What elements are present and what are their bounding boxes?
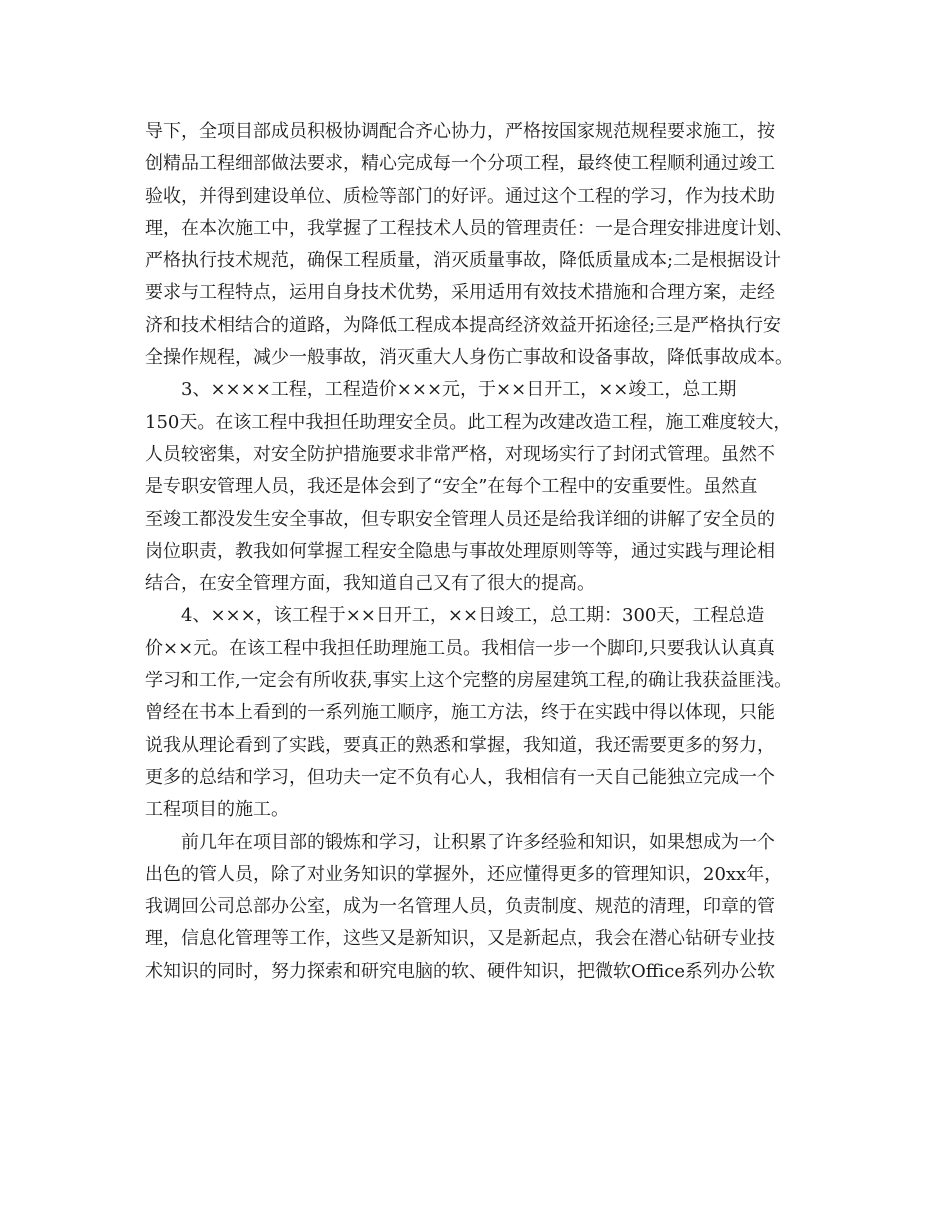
text-line: 我调回公司总部办公室，成为一名管理人员，负责制度、规范的清理，印章的管 <box>145 896 775 918</box>
text-line: 说我从理论看到了实践，要真正的熟悉和掌握，我知道，我还需要更多的努力， <box>145 734 775 756</box>
text-line: 理，在本次施工中，我掌握了工程技术人员的管理责任：一是合理安排进度计划、 <box>145 217 793 239</box>
text-line: 术知识的同时，努力探索和研究电脑的软、硬件知识，把微软Office系列办公软 <box>145 960 776 982</box>
text-line: 前几年在项目部的锻炼和学习，让积累了许多经验和知识，如果想成为一个 <box>181 831 775 853</box>
text-line: 创精品工程细部做法要求，精心完成每一个分项工程，最终使工程顺利通过竣工 <box>145 153 775 175</box>
text-line: 4、×××，该工程于××日开工，××日竣工，总工期：300天，工程总造 <box>181 605 765 627</box>
text-line: 150天。在该工程中我担任助理安全员。此工程为改建改造工程，施工难度较大， <box>145 411 792 433</box>
text-line: 验收，并得到建设单位、质检等部门的好评。通过这个工程的学习，作为技术助 <box>145 185 775 207</box>
text-line: 理，信息化管理等工作，这些又是新知识，又是新起点，我会在潜心钻研专业技 <box>145 928 775 950</box>
text-line: 济和技术相结合的道路，为降低工程成本提高经济效益开拓途径;三是严格执行安 <box>145 314 782 336</box>
text-line: 人员较密集，对安全防护措施要求非常严格，对现场实行了封闭式管理。虽然不 <box>145 443 775 465</box>
text-line: 要求与工程特点，运用自身技术优势，采用适用有效技术措施和合理方案，走经 <box>145 282 775 304</box>
text-line: 价××元。在该工程中我担任助理施工员。我相信一步一个脚印,只要我认认真真 <box>145 637 775 659</box>
text-line: 严格执行技术规范，确保工程质量，消灭质量事故，降低质量成本;二是根据设计 <box>145 250 782 272</box>
text-line: 导下，全项目部成员积极协调配合齐心协力，严格按国家规范规程要求施工，按 <box>145 121 775 142</box>
text-line: 全操作规程，减少一般事故，消灭重大人身伤亡事故和设备事故，降低事故成本。 <box>145 347 793 369</box>
text-line: 出色的管人员，除了对业务知识的掌握外，还应懂得更多的管理知识，20xx年， <box>145 863 783 885</box>
text-line: 工程项目的施工。 <box>145 799 289 821</box>
text-line: 更多的总结和学习，但功夫一定不负有心人，我相信有一天自己能独立完成一个 <box>145 766 775 788</box>
document-body <box>145 116 825 988</box>
text-line: 至竣工都没发生安全事故，但专职安全管理人员还是给我详细的讲解了安全员的 <box>145 508 775 530</box>
text-line: 曾经在书本上看到的一系列施工顺序，施工方法，终于在实践中得以体现，只能 <box>145 702 775 724</box>
text-line: 学习和工作,一定会有所收获,事实上这个完整的房屋建筑工程,的确让我获益匪浅。 <box>145 670 793 692</box>
text-line: 是专职安管理人员，我还是体会到了“安全”在每个工程中的安重要性。虽然直 <box>145 476 758 498</box>
text-line: 3、××××工程，工程造价×××元，于××日开工，××竣工，总工期 <box>181 379 737 401</box>
text-line: 结合，在安全管理方面，我知道自己又有了很大的提高。 <box>145 573 595 595</box>
text-line: 岗位职责，教我如何掌握工程安全隐患与事故处理原则等等，通过实践与理论相 <box>145 540 775 562</box>
